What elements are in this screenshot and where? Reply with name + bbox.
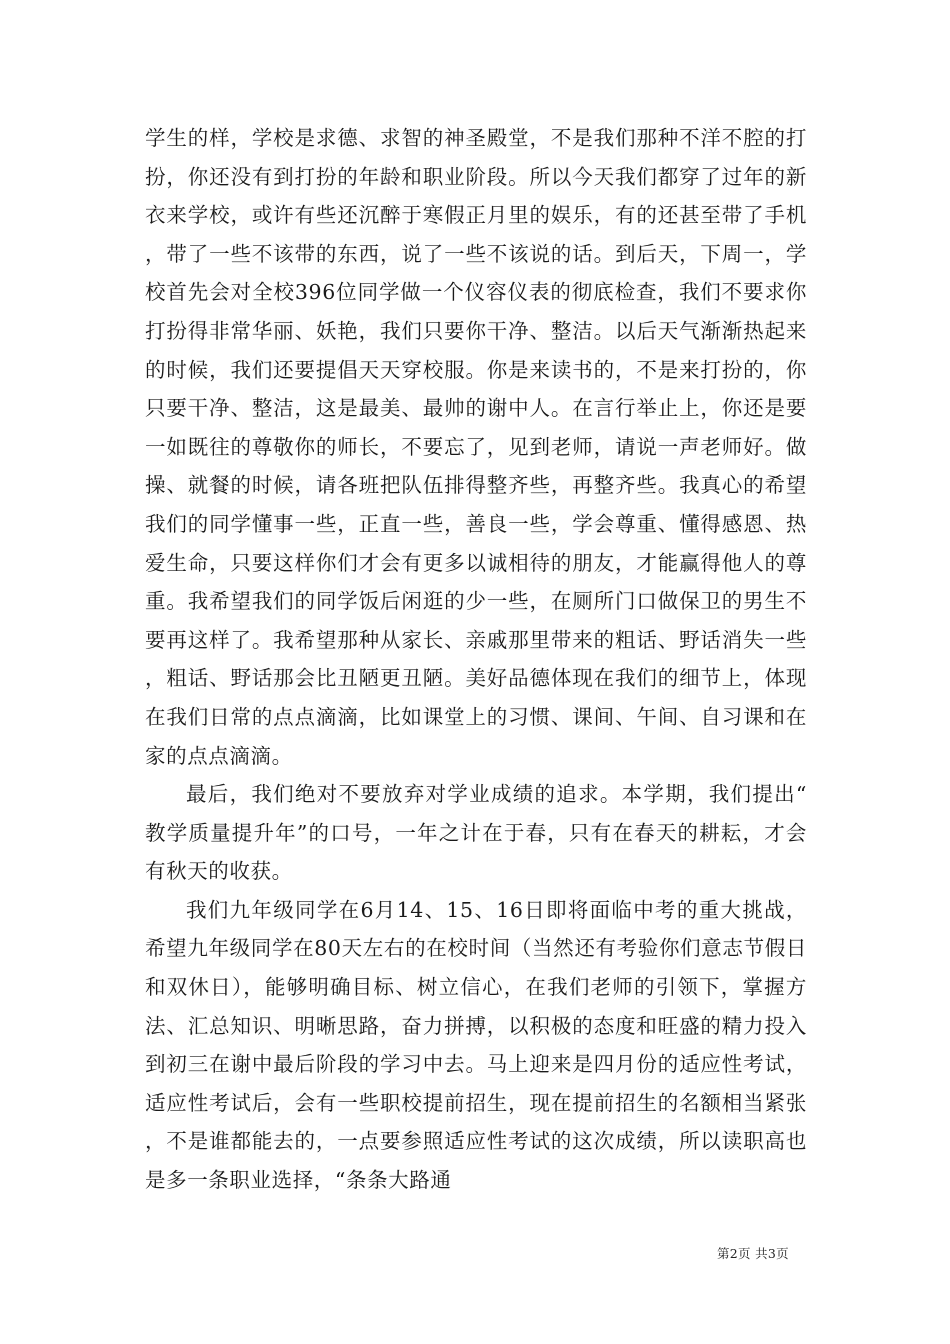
body-paragraph: 学生的样，学校是求德、求智的神圣殿堂，不是我们那种不洋不腔的打扮，你还没有到打扮的年龄和职业阶段。所以今天我们都穿了过年的新衣来学校，或许有些还沉醉于寒假正月里的娱乐，有的还甚至带了手机，带了一些不该带的东西，说了一些不该说的话。到后天，下周一，学校首先会对全校396位同学做一个仪容仪表的彻底检查，我们不要求你打扮得非常华丽、妖艳，我们只要你干净、整洁。以后天气渐渐热起来的时候，我们还要提倡天天穿校服。你是来读书的，不是来打扮的，你只要干净、整洁，这是最美、最帅的谢中人。在言行举止上，你还是要一如既往的尊敬你的师长，不要忘了，见到老师，请说一声老师好。做操、就餐的时候，请各班把队伍排得整齐些，再整齐些。我真心的希望我们的同学懂事一些，正直一些，善良一些，学会尊重、懂得感恩、热爱生命，只要这样你们才会有更多以诚相待的朋友，才能赢得他人的尊重。我希望我们的同学饭后闲逛的少一些，在厕所门口做保卫的男生不要再这样了。我希望那种从家长、亲戚那里带来的粗话、野话消失一些，粗话、野话那会比丑陋更丑陋。美好品德体现在我们的细节上，体现在我们日常的点点滴滴，比如课堂上的习惯、课间、午间、自习课和在家的点点滴滴。 bbox=[145, 126, 807, 768]
body-paragraph: 我们九年级同学在6月14、15、16日即将面临中考的重大挑战，希望九年级同学在80天左右的在校时间（当然还有考验你们意志节假日和双休日），能够明确目标、树立信心，在我们老师的引领下，掌握方法、汇总知识、明晰思路，奋力拼搏，以积极的态度和旺盛的精力投入到初三在谢中最后阶段的学习中去。马上迎来是四月份的适应性考试，适应性考试后，会有一些职校提前招生，现在提前招生的名额相当紧张，不是谁都能去的，一点要参照适应性考试的这次成绩，所以读职高也是多一条职业选择，“条条大路通 bbox=[145, 897, 807, 1193]
page-number-footer: 第2页 共3页 bbox=[717, 1246, 789, 1261]
body-paragraph: 最后，我们绝对不要放弃对学业成绩的追求。本学期，我们提出“教学质量提升年”的口号，一年之计在于春，只有在春天的耕耘，才会有秋天的收获。 bbox=[145, 782, 807, 884]
document-body bbox=[145, 119, 807, 1200]
